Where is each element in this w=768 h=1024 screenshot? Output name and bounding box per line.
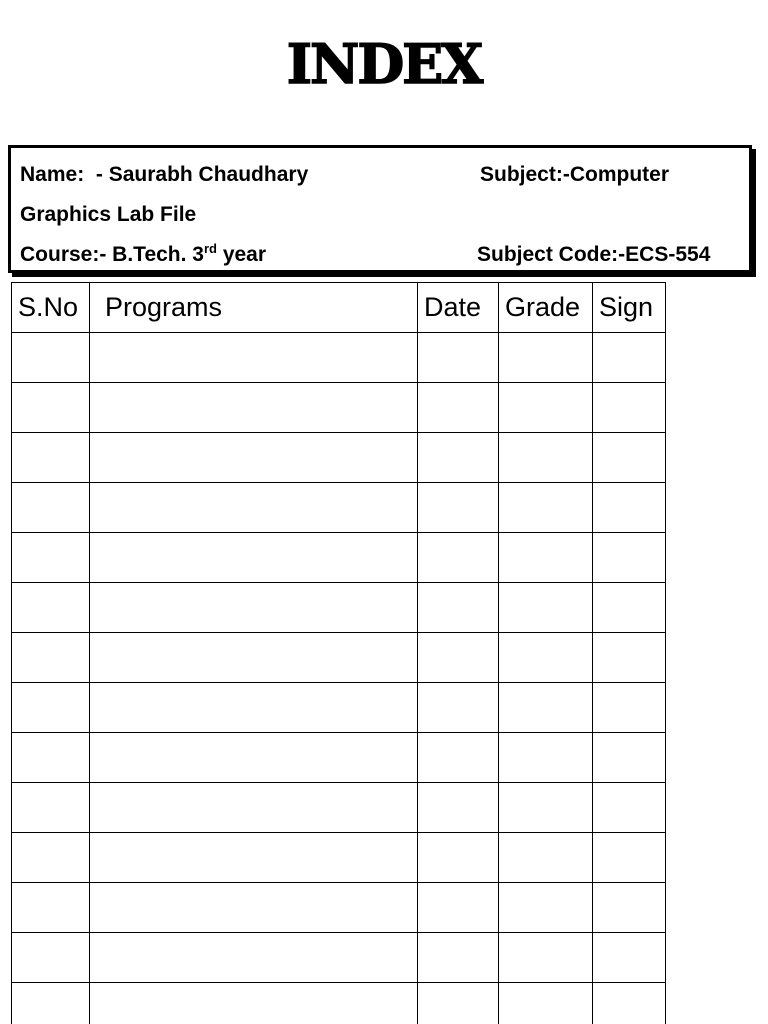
sno-cell — [12, 783, 90, 833]
sno-cell — [12, 433, 90, 483]
table-row — [12, 433, 666, 483]
grade-cell — [499, 433, 593, 483]
sign-cell — [593, 983, 666, 1024]
subject-label: Subject:-Computer — [480, 163, 669, 186]
sno-cell — [12, 383, 90, 433]
table-row — [12, 333, 666, 383]
program-cell — [90, 733, 418, 783]
grade-cell — [499, 683, 593, 733]
grade-cell — [499, 583, 593, 633]
grade-cell — [499, 933, 593, 983]
table-row — [12, 933, 666, 983]
index-table — [11, 282, 666, 1024]
sign-cell — [593, 383, 666, 433]
subject-continuation: Graphics Lab File — [20, 203, 197, 226]
program-cell — [90, 583, 418, 633]
date-cell — [418, 633, 499, 683]
table-row — [12, 583, 666, 633]
sign-cell — [593, 533, 666, 583]
program-cell — [90, 783, 418, 833]
program-cell — [90, 833, 418, 883]
sign-cell — [593, 933, 666, 983]
sign-cell — [593, 883, 666, 933]
sno-cell — [12, 933, 90, 983]
grade-cell — [499, 533, 593, 583]
sign-cell — [593, 333, 666, 383]
course-text: Course:- B.Tech. 3 — [20, 243, 204, 266]
table-row — [12, 483, 666, 533]
date-cell — [418, 683, 499, 733]
sign-cell — [593, 683, 666, 733]
program-cell — [90, 433, 418, 483]
table-row — [12, 683, 666, 733]
header-sno: S.No — [12, 283, 90, 333]
table-header-row — [12, 283, 666, 333]
student-info-box — [8, 145, 752, 273]
table-row — [12, 533, 666, 583]
name-line — [20, 162, 308, 188]
grade-cell — [499, 333, 593, 383]
name-label: Name: — [20, 163, 85, 186]
date-cell — [418, 483, 499, 533]
course-superscript: rd — [203, 241, 217, 256]
program-cell — [90, 683, 418, 733]
program-cell — [90, 883, 418, 933]
sno-cell — [12, 583, 90, 633]
sno-cell — [12, 683, 90, 733]
page-title: INDEX — [286, 32, 482, 96]
grade-cell — [499, 633, 593, 683]
table-row — [12, 383, 666, 433]
date-cell — [418, 583, 499, 633]
name-value: - Saurabh Chaudhary — [95, 163, 309, 186]
sno-cell — [12, 983, 90, 1024]
sign-cell — [593, 733, 666, 783]
date-cell — [418, 333, 499, 383]
course-line — [20, 242, 266, 268]
date-cell — [418, 833, 499, 883]
header-grade: Grade — [499, 283, 593, 333]
date-cell — [418, 433, 499, 483]
grade-cell — [499, 383, 593, 433]
grade-cell — [499, 783, 593, 833]
sign-cell — [593, 433, 666, 483]
program-cell — [90, 983, 418, 1024]
date-cell — [418, 783, 499, 833]
course-suffix: year — [222, 243, 267, 266]
table-row — [12, 783, 666, 833]
header-date: Date — [418, 283, 499, 333]
program-cell — [90, 483, 418, 533]
subject-code: Subject Code:-ECS-554 — [477, 243, 711, 266]
sno-cell — [12, 333, 90, 383]
sign-cell — [593, 633, 666, 683]
table-row — [12, 633, 666, 683]
grade-cell — [499, 883, 593, 933]
date-cell — [418, 733, 499, 783]
grade-cell — [499, 833, 593, 883]
program-cell — [90, 333, 418, 383]
date-cell — [418, 383, 499, 433]
program-cell — [90, 533, 418, 583]
date-cell — [418, 533, 499, 583]
sno-cell — [12, 883, 90, 933]
date-cell — [418, 983, 499, 1024]
table-row — [12, 983, 666, 1024]
header-sign: Sign — [593, 283, 666, 333]
grade-cell — [499, 733, 593, 783]
sno-cell — [12, 633, 90, 683]
table-row — [12, 883, 666, 933]
sign-cell — [593, 783, 666, 833]
grade-cell — [499, 483, 593, 533]
program-cell — [90, 633, 418, 683]
date-cell — [418, 883, 499, 933]
sno-cell — [12, 533, 90, 583]
sno-cell — [12, 733, 90, 783]
date-cell — [418, 933, 499, 983]
sign-cell — [593, 583, 666, 633]
sno-cell — [12, 483, 90, 533]
program-cell — [90, 383, 418, 433]
sno-cell — [12, 833, 90, 883]
grade-cell — [499, 983, 593, 1024]
sign-cell — [593, 833, 666, 883]
program-cell — [90, 933, 418, 983]
table-row — [12, 733, 666, 783]
header-programs: Programs — [90, 283, 418, 333]
sign-cell — [593, 483, 666, 533]
table-row — [12, 833, 666, 883]
